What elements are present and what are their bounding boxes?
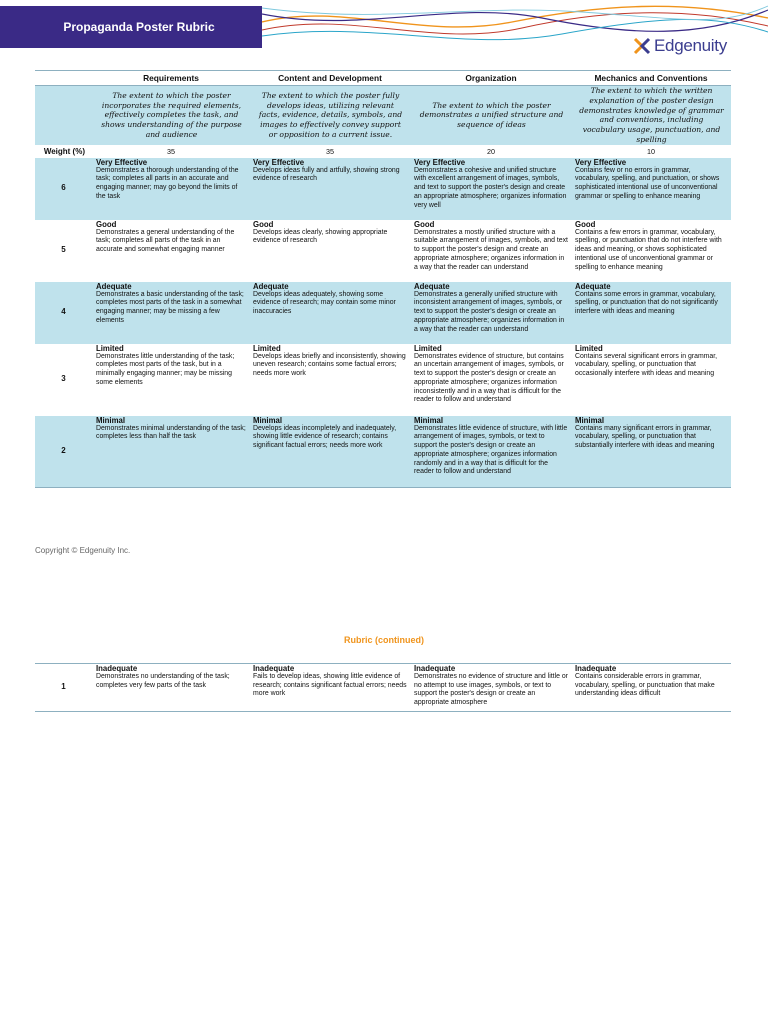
level-description: Demonstrates little understanding of the task; completes most parts of the task, but in a minimally engaging manner; may be missing some elements bbox=[96, 352, 235, 386]
rubric-cell bbox=[250, 158, 411, 220]
document-title: Propaganda Poster Rubric bbox=[63, 20, 215, 34]
level-description: Contains many significant errors in grammar, vocabulary, spelling, or punctuation that substantially interfere with ideas and meaning bbox=[575, 424, 715, 450]
weight-label: Weight (%) bbox=[43, 146, 85, 156]
rubric-table-continued bbox=[35, 663, 731, 712]
rubric-cell bbox=[572, 220, 731, 282]
score-value: 5 bbox=[61, 245, 66, 255]
score-row-3 bbox=[35, 344, 731, 416]
level-label: Very Effective bbox=[575, 157, 627, 167]
level-description: Contains several significant errors in grammar, vocabulary, spelling, or punctuation that occasionally interfere with ideas and meaning bbox=[575, 352, 718, 378]
decorative-waves bbox=[262, 0, 768, 70]
corner-cell bbox=[35, 71, 93, 86]
level-description: Demonstrates evidence of structure, but contains an uncertain arrangement of images, symbols, or text to support the poster's design or create an appropriate atmosphere; organizes information inconsistently and in a way that is difficult for the reader to follow and understand bbox=[414, 352, 564, 404]
edgenuity-logo bbox=[632, 36, 727, 56]
rubric-cell bbox=[93, 158, 250, 220]
rubric-cell bbox=[250, 344, 411, 416]
level-label: Inadequate bbox=[575, 664, 617, 673]
level-description: Develops ideas clearly, showing appropriate evidence of research bbox=[253, 228, 388, 245]
level-description: Demonstrates little evidence of structure, with little arrangement of images, symbols, or text to support the poster's design or create an appropriate atmosphere; organizes information randomly and in a way that is difficult for the reader to follow and understand bbox=[414, 424, 568, 476]
level-label: Good bbox=[575, 219, 596, 229]
score-value: 1 bbox=[35, 664, 93, 712]
level-description: Demonstrates a thorough understanding of the task; completes all parts in an accurate and engaging manner; may go beyond the limits of the task bbox=[96, 166, 239, 200]
rubric-cell bbox=[572, 416, 731, 488]
level-label: Good bbox=[414, 219, 435, 229]
level-label: Adequate bbox=[253, 281, 289, 291]
rubric-cell bbox=[250, 220, 411, 282]
score-row-6 bbox=[35, 158, 731, 220]
level-label: Very Effective bbox=[96, 157, 148, 167]
weight-row bbox=[35, 145, 731, 158]
rubric-cell bbox=[411, 282, 572, 344]
column-header: Mechanics and Conventions bbox=[572, 71, 731, 86]
rubric-cell bbox=[250, 664, 411, 712]
score-row-4 bbox=[35, 282, 731, 344]
weight-value: 20 bbox=[487, 146, 495, 156]
level-description: Demonstrates a basic understanding of the task; completes most parts of the task in a somewhat engaging manner; may be missing a few elements bbox=[96, 290, 244, 324]
weight-value: 35 bbox=[326, 146, 334, 156]
level-description: Fails to develop ideas, showing little evidence of research; contains significant factual errors; needs more work bbox=[253, 673, 407, 698]
level-description: Demonstrates no understanding of the task; completes very few parts of the task bbox=[96, 673, 230, 689]
level-label: Minimal bbox=[253, 415, 283, 425]
column-header: Requirements bbox=[93, 71, 250, 86]
logo-text: Edgenuity bbox=[654, 36, 727, 55]
column-description: The extent to which the poster incorporates the required elements, effectively completes the task, and shows understanding of the purpose and audience bbox=[93, 86, 250, 145]
level-description: Demonstrates minimal understanding of the task; completes less than half the task bbox=[96, 424, 246, 441]
rubric-cell bbox=[572, 344, 731, 416]
level-description: Contains few or no errors in grammar, vocabulary, spelling, and punctuation, or shows sophisticated intentional use of unconventional grammar or spelling to enhance meaning bbox=[575, 166, 720, 200]
level-label: Adequate bbox=[575, 281, 611, 291]
column-description: The extent to which the poster fully develops ideas, utilizing relevant facts, evidence, details, symbols, and images to effectively convey support or opposition to a current issue. bbox=[250, 86, 411, 145]
weight-value: 35 bbox=[167, 146, 175, 156]
rubric-table bbox=[35, 70, 731, 488]
rubric-cell bbox=[250, 416, 411, 488]
column-description: The extent to which the poster demonstrates a unified structure and sequence of ideas bbox=[411, 86, 572, 145]
level-description: Demonstrates a general understanding of the task; completes all parts of the task in an accurate and somewhat engaging manner bbox=[96, 228, 235, 254]
copyright-text: Copyright © Edgenuity Inc. bbox=[35, 546, 131, 555]
rubric-cell bbox=[572, 158, 731, 220]
rubric-cell bbox=[93, 282, 250, 344]
column-description: The extent to which the written explanation of the poster design demonstrates knowledge of grammar and conventions, including vocabulary usage, punctuation, and spelling bbox=[572, 86, 731, 145]
level-label: Limited bbox=[96, 343, 124, 353]
rubric-cell bbox=[93, 220, 250, 282]
score-value: 3 bbox=[61, 374, 66, 384]
level-description: Contains a few errors in grammar, vocabulary, spelling, or punctuation that do not interfere with ideas and meaning, or shows sophisticated intentional use of unconventional grammar or spelling to enhance meaning bbox=[575, 228, 722, 271]
rubric-cell bbox=[250, 282, 411, 344]
column-header: Content and Development bbox=[250, 71, 411, 86]
level-label: Minimal bbox=[414, 415, 444, 425]
level-label: Inadequate bbox=[253, 664, 295, 673]
level-label: Limited bbox=[575, 343, 603, 353]
level-label: Good bbox=[253, 219, 274, 229]
level-description: Develops ideas adequately, showing some evidence of research; may contain some minor inaccuracies bbox=[253, 290, 396, 316]
level-label: Adequate bbox=[414, 281, 450, 291]
level-label: Inadequate bbox=[96, 664, 138, 673]
level-label: Adequate bbox=[96, 281, 132, 291]
level-description: Demonstrates no evidence of structure and little or no attempt to use images, symbols, or text to support the poster's design or create an appropriate atmosphere bbox=[414, 673, 568, 707]
level-description: Develops ideas briefly and inconsistently, showing uneven research; contains some factual errors; needs more work bbox=[253, 352, 406, 378]
column-header: Organization bbox=[411, 71, 572, 86]
rubric-cell bbox=[93, 664, 250, 712]
level-description: Demonstrates a mostly unified structure with a suitable arrangement of images, symbols, and text to support the poster's design and create an appropriate atmosphere; organizes information in a way that the reader can understand bbox=[414, 228, 568, 271]
score-value: 6 bbox=[35, 158, 93, 220]
continued-heading: Rubric (continued) bbox=[344, 635, 424, 645]
edgenuity-x-icon bbox=[632, 36, 652, 56]
score-value: 2 bbox=[35, 416, 93, 488]
level-description: Contains considerable errors in grammar, vocabulary, spelling, or punctuation that make understanding ideas difficult bbox=[575, 673, 715, 698]
column-header-row bbox=[35, 71, 731, 86]
level-description: Demonstrates a cohesive and unified structure with excellent arrangement of images, symbols, and text to support the poster's design and create an appropriate atmosphere; organizes information very well bbox=[414, 166, 567, 209]
level-label: Good bbox=[96, 219, 117, 229]
level-label: Very Effective bbox=[253, 157, 305, 167]
level-label: Inadequate bbox=[414, 664, 456, 673]
level-label: Limited bbox=[414, 343, 442, 353]
level-label: Limited bbox=[253, 343, 281, 353]
level-description: Develops ideas incompletely and inadequately, showing little evidence of research; contains significant factual errors; needs more work bbox=[253, 424, 397, 450]
score-row-2 bbox=[35, 416, 731, 488]
level-label: Very Effective bbox=[414, 157, 466, 167]
score-row-5 bbox=[35, 220, 731, 282]
score-value: 4 bbox=[35, 282, 93, 344]
description-row bbox=[35, 86, 731, 145]
rubric-cell bbox=[411, 344, 572, 416]
rubric-cell bbox=[572, 664, 731, 712]
rubric-cell bbox=[572, 282, 731, 344]
corner-cell bbox=[35, 86, 93, 145]
weight-value: 10 bbox=[647, 146, 655, 156]
document-title-banner bbox=[0, 6, 262, 48]
score-row-1 bbox=[35, 664, 731, 712]
level-label: Minimal bbox=[575, 415, 605, 425]
rubric-cell bbox=[93, 344, 250, 416]
level-description: Contains some errors in grammar, vocabulary, spelling, or punctuation that do not significantly interfere with ideas and meaning bbox=[575, 290, 718, 316]
rubric-cell bbox=[411, 416, 572, 488]
rubric-cell bbox=[93, 416, 250, 488]
rubric-cell bbox=[411, 220, 572, 282]
level-description: Demonstrates a generally unified structure with inconsistent arrangement of images, symbols, or text to support the poster's design or create an appropriate atmosphere; organizes information in a way that the reader can understand bbox=[414, 290, 565, 333]
level-description: Develops ideas fully and artfully, showing strong evidence of research bbox=[253, 166, 400, 183]
level-label: Minimal bbox=[96, 415, 126, 425]
rubric-cell bbox=[411, 664, 572, 712]
rubric-cell bbox=[411, 158, 572, 220]
